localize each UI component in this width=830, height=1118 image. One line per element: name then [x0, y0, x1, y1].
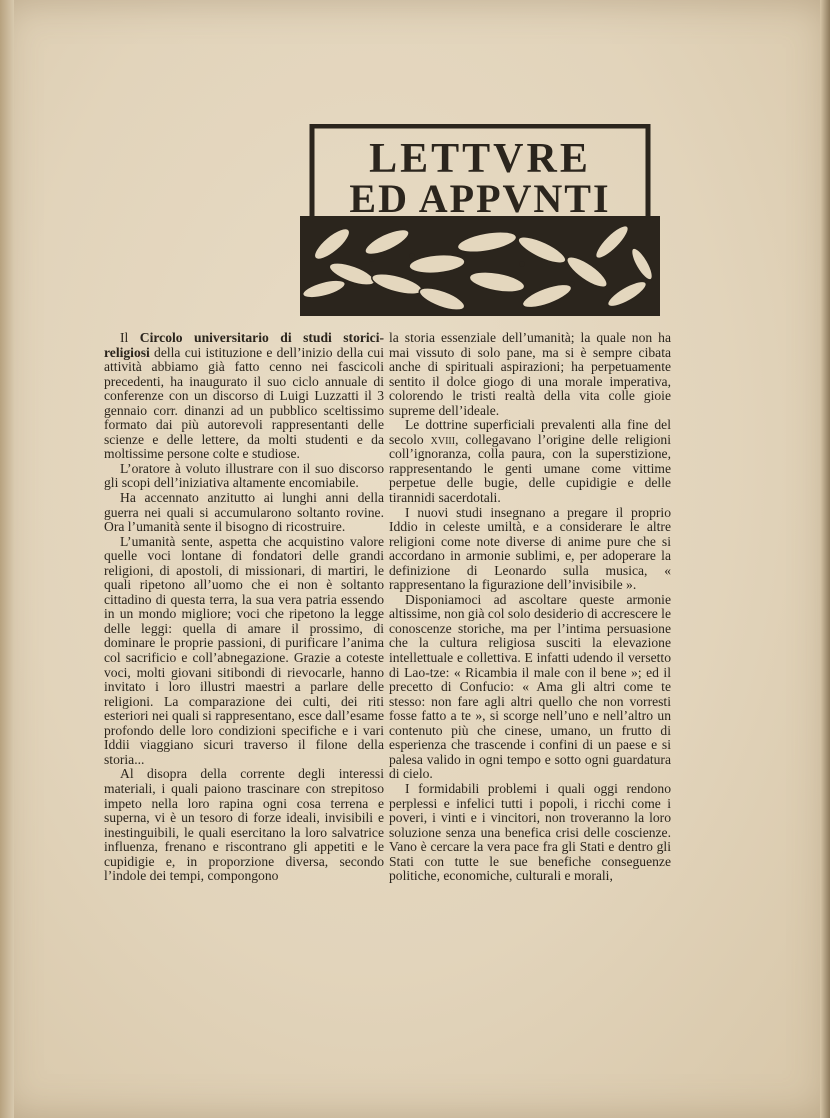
article-paragraph: la storia essenziale dell’umanità; la quale non ha mai vissuto di solo pane, ma si è sempre cibata anche di spirituali aspirazioni; ha perpetuamente sentito il dolce giogo di una morale imperativa, colorendo le tristi realtà della vita colle gioie supreme dell’ideale. — [389, 330, 671, 418]
masthead-title-line1: LETTVRE — [369, 136, 591, 182]
paragraph-text: della cui istituzione e dell’inizio della cui attività abbiamo già fatto cenno nei fascicoli precedenti, ha inaugurato il suo ciclo annuale di conferenze con un discorso di Luigi Luzzatti il 3 gennaio corr. dinanzi ad un pubblico sceltissimo formato dai più autorevoli rappresentanti delle scienze e delle lettere, da molti studenti e da moltissime persone colte e studiose. — [104, 344, 384, 462]
paragraph-text: , collegavano l’origine delle religioni coll’ignoranza, colla paura, con la superstizione, rappresentando le genti umane come vittime perpetue delle bugie, delle cupidigie e delle tirannidi sacerdotali. — [389, 431, 671, 506]
paragraph-text: Il — [120, 330, 140, 345]
article-column-right — [389, 331, 671, 884]
article-paragraph: I nuovi studi insegnano a pregare il proprio Iddio in celeste umiltà, e a considerare le altre religioni come note diverse di anime pure che si accordano in armonie sublimi, e, per adoperare la definizione di Leonardo sulla musica, « rappresentano la figurazione dell’invisibile ». — [389, 504, 671, 593]
masthead-title-line2: ED APPVNTI — [349, 176, 611, 221]
page-left-edge — [0, 0, 14, 1118]
article-paragraph: L’umanità sente, aspetta che acquistino valore quelle voci lontane di fondatori delle grandi religioni, di apostoli, di missionari, di martiri, le quali ripetono all’uomo che ei non è soltanto cittadino di questa terra, la sua vera patria essendo in un mondo migliore; voci che ripetono la legge delle leggi: quella di amare il prossimo, di dominare le proprie passioni, di purificare l’anima col sacrificio e coll’abnegazione. Grazie a coteste voci, molti giovani sitibondi di rievocarle, hanno invitato i loro illustri maestri a parlare delle religioni. La comparazione dei culti, dei riti esteriori nei quali si rappresentano, esce dall’esame profondo delle loro condizioni specifiche e i vari Iddii viaggiano sicuri traverso il filone della storia... — [104, 533, 384, 767]
page-right-edge — [820, 0, 830, 1118]
article-paragraph — [104, 331, 384, 462]
circolo-name: Circolo universitario di studi storici-religiosi — [104, 330, 385, 360]
article-paragraph: Ha accennato anzitutto ai lunghi anni della guerra nei quali si accumularono soltanto rovine. Ora l’umanità sente il bisogno di ricostruire. — [104, 490, 384, 535]
article-paragraph: I formidabili problemi i quali oggi rendono perplessi e infelici tutti i popoli, i ricchi come i poveri, i vinti e i vincitori, non troveranno la loro soluzione senza una benefica crisi delle coscienze. Vano è cercare la vera pace fra gli Stati e dentro gli Stati con tutte le sue benefiche conseguenze politiche, economiche, culturali e morali, — [389, 780, 671, 884]
article-paragraph: Al disopra della corrente degli interessi materiali, i quali paiono trascinare con strepitoso impeto nella loro rapina ogni cosa terrena e superna, vi è un tesoro di forze ideali, invisibili e inestinguibili, le quali esercitano la loro salvatrice influenza, frenano e riscontrano gli appetiti e le cupidigie e, in proporzione diversa, secondo l’indole dei tempi, compongono — [104, 766, 384, 884]
article-column-left — [104, 331, 384, 884]
laurel-woodcut-icon — [292, 124, 666, 320]
article-paragraph — [389, 418, 671, 505]
article-paragraph: L’oratore à voluto illustrare con il suo discorso gli scopi dell’iniziativa altamente encomiabile. — [104, 460, 384, 491]
paragraph-text: Le dottrine superficiali prevalenti alla fine del secolo — [389, 417, 671, 447]
article-paragraph: Disponiamoci ad ascoltare queste armonie altissime, non già col solo desiderio di accrescere le conoscenze storiche, ma per l’intima persuasione che la cultura religiosa susciti la elevazione intellettuale e collettiva. E infatti udendo il versetto di Lao-tze: « Ricambia il male con il bene »; ed il precetto di Confucio: « Ama gli altri come te stesso: non fare agli altri quello che non vorresti fosse fatto a te », si scorge nell’uno e nell’altro un contenuto più che cinese, umano, un frutto di esperienza che trascende i confini di un paese e si palesa valido in ogni tempo e sotto ogni guardatura di cielo. — [389, 591, 671, 782]
section-masthead — [292, 124, 666, 320]
century-numeral: xviii — [430, 431, 456, 447]
